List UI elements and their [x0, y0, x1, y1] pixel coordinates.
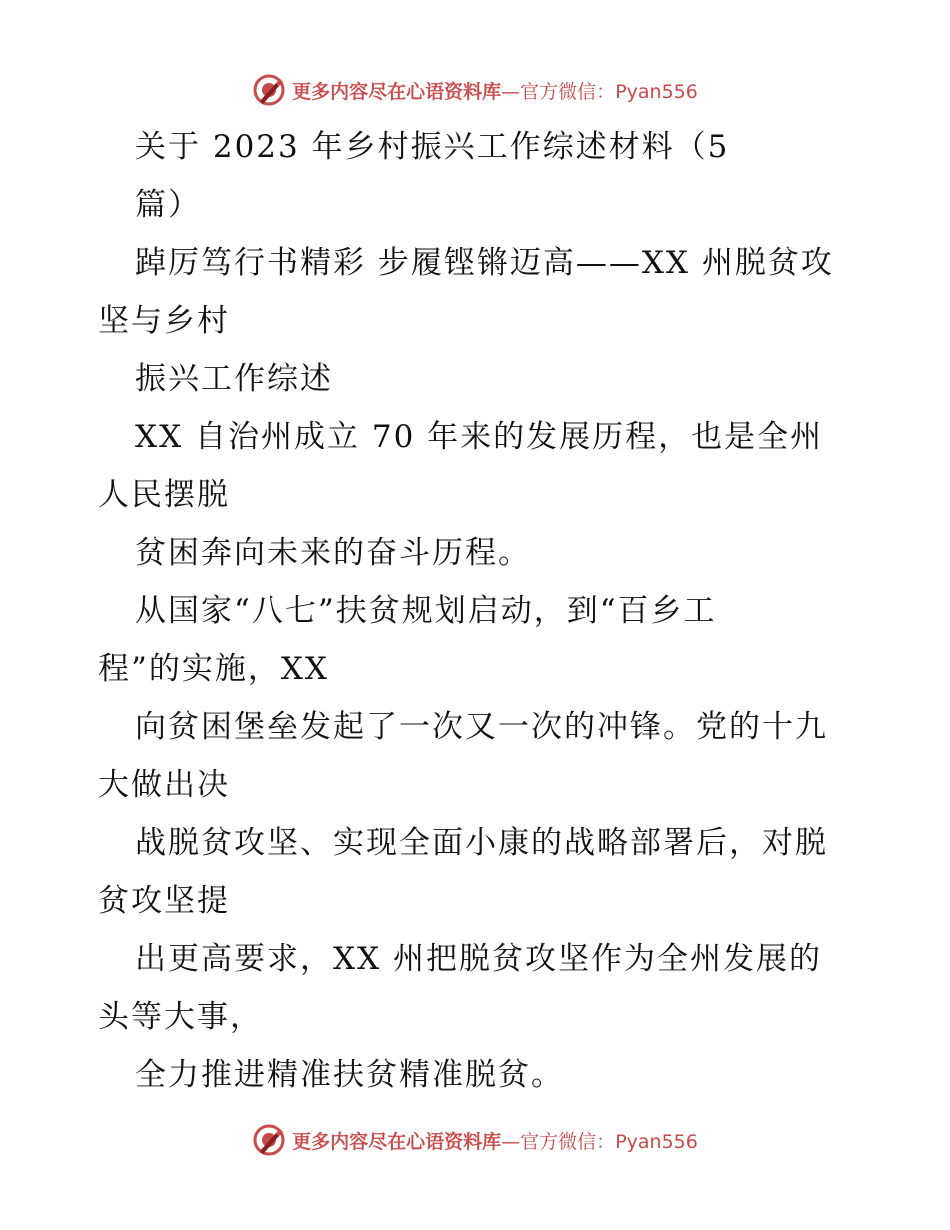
doc-paragraph-line: 贫攻坚提	[98, 883, 230, 919]
doc-paragraph-line: 大做出决	[98, 767, 230, 803]
doc-paragraph-line: 人民摆脱	[98, 477, 230, 513]
doc-paragraph-line: 从国家“八七”扶贫规划启动，到“百乡工	[135, 593, 717, 629]
doc-paragraph-line: 战脱贫攻坚、实现全面小康的战略部署后，对脱	[135, 825, 828, 861]
watermark-main: 更多内容尽在心语资料库	[292, 1130, 502, 1153]
doc-paragraph-line: XX 自治州成立 70 年来的发展历程，也是全州	[135, 419, 824, 455]
doc-paragraph-line: 头等大事，	[98, 999, 263, 1035]
doc-paragraph-line: 向贫困堡垒发起了一次又一次的冲锋。党的十九	[135, 709, 828, 745]
watermark-label: 官方微信：	[520, 80, 616, 103]
watermark-text	[292, 1127, 698, 1154]
doc-title-line-1: 关于 2023 年乡村振兴工作综述材料（5	[135, 129, 730, 165]
watermark-main: 更多内容尽在心语资料库	[292, 80, 502, 103]
watermark-dash: —	[501, 80, 521, 103]
doc-paragraph-line: 程”的实施，XX	[98, 651, 329, 687]
doc-subtitle-line-2: 坚与乡村	[98, 303, 230, 339]
watermark-label: 官方微信：	[520, 1130, 616, 1153]
doc-title-line-2: 篇）	[135, 187, 201, 223]
pen-logo-icon	[252, 1123, 286, 1157]
doc-paragraph-line: 出更高要求，XX 州把脱贫攻坚作为全州发展的	[135, 941, 822, 977]
watermark-id: Pyan556	[615, 80, 698, 103]
doc-subtitle-line-3: 振兴工作综述	[135, 361, 333, 397]
doc-paragraph-line: 贫困奔向未来的奋斗历程。	[135, 535, 531, 571]
doc-subtitle-line-1: 踔厉笃行书精彩 步履铿锵迈高——XX 州脱贫攻	[135, 245, 834, 281]
doc-paragraph-line: 全力推进精准扶贫精准脱贫。	[135, 1057, 564, 1093]
watermark-dash: —	[501, 1130, 521, 1153]
watermark-id: Pyan556	[615, 1130, 698, 1153]
footer-watermark	[0, 1120, 950, 1160]
